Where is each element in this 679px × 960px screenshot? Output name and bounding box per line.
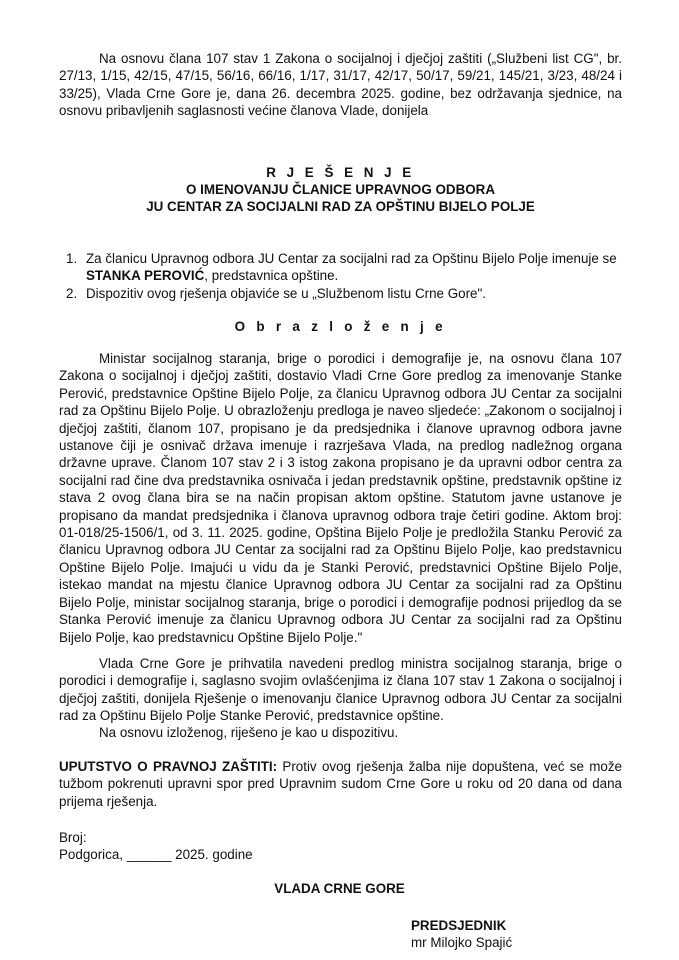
decision-item-number: 1.: [66, 251, 78, 266]
decision-item-2: [62, 285, 622, 302]
legal-remedy-paragraph: [59, 758, 622, 810]
decision-item-text-end: , predstavnica opštine.: [204, 268, 339, 284]
appointee-name: STANKA PEROVIĆ: [86, 268, 205, 284]
decision-item-1: [62, 250, 622, 285]
place-date: Podgorica, ______ 2025. godine: [59, 847, 253, 862]
reasoning-heading: O b r a z l o ž e n j e: [234, 319, 447, 334]
document-subtitle-line1: O IMENOVANJU ČLANICE UPRAVNOG ODBORA: [186, 182, 495, 197]
reasoning-paragraph-3: Na osnovu izloženog, riješeno je kao u dispozitivu.: [99, 725, 399, 740]
reasoning-paragraph-1: Ministar socijalnog staranja, brige o porodici i demografije je, na osnovu člana 107 Zakona o socijalnoj i dječjoj zaštiti, dostavio Vladi Crne Gore predlog za imenovanje Stanke Perović, predstavnice Opštine Bijelo Polje, za članicu Upravnog odbora JU Centar za socijalni rad za Opštinu Bijelo Polje. U obrazloženju predloga je naveo sljedeće: „Zakonom o socijalnoj i dječjoj zaštiti, članom 107, propisano je da predsjednika i članove upravnog odbora javne ustanove čiji je osnivač država imenuje i razrješava Vlada, na predlog nadležnog organa državne uprave. Članom 107 stav 2 i 3 istog zakona propisano je da upravni odbor centra za socijalni rad čine dva predstavnika osnivača i jedan predstavnik opštine, predstavnik opštine iz stava 2 ovog člana bira se na način propisan aktom opštine. Statutom javne ustanove je propisano da mandat predsjednika i članova upravnog odbora traje četiri godine. Aktom broj: 01-018/25-1506/1, od 3. 11. 2025. godine, Opština Bijelo Polje je predložila Stanku Perović za članicu Upravnog odbora JU Centar za socijalni rad za Opštinu Bijelo Polje, kao predstavnicu Opštine Bijelo Polje. Imajući u vidu da je Stanki Perović, predstavnici Opštine Bijelo Polje, istekao mandat na mjestu članice Upravnog odbora JU Centar za socijalni rad za Opštinu Bijelo Polje, ministar socijalnog staranja, brige o porodici i demografije podnosi prijedlog da se Stanka Perović imenuje za članicu Upravnog odbora JU Centar za socijalni rad za Opštinu Bijelo Polje, kao predstavnicu Opštine Bijelo Polje.": [59, 351, 622, 645]
legal-remedy-label: UPUTSTVO O PRAVNOJ ZAŠTITI:: [59, 759, 278, 774]
document-subtitle-line2: JU CENTAR ZA SOCIJALNI RAD ZA OPŠTINU BIJELO POLJE: [146, 199, 535, 214]
government-name: VLADA CRNE GORE: [274, 881, 405, 896]
president-name: mr Milojko Spajić: [411, 935, 513, 950]
legal-remedy-text: Protiv ovog rješenja žalba nije dopuštena, već se može tužbom pokrenuti upravni spor pred Upravnim sudom Crne Gore u roku od 20 dana od dana prijema rješenja.: [59, 759, 622, 809]
decision-item-text: Dispozitiv ovog rješenja objaviće se u „Službenom listu Crne Gore".: [86, 285, 486, 301]
decision-item-text: Za članicu Upravnog odbora JU Centar za socijalni rad za Opštinu Bijelo Polje imenuje se: [86, 251, 617, 266]
document-title: R J E Š E N J E: [266, 165, 415, 180]
document-number-label: Broj:: [59, 830, 87, 845]
reasoning-paragraph-2: Vlada Crne Gore je prihvatila navedeni predlog ministra socijalnog staranja, brige o porodici i demografije i, saglasno svojim ovlašćenjima iz člana 107 stav 1 Zakona o socijalnoj i dječjoj zaštiti, donijela Rješenje o imenovanju članice Upravnog odbora JU Centar za socijalni rad za Opštinu Bijelo Polje Stanke Perović, predstavnice opštine.: [59, 656, 622, 724]
decision-item-number: 2.: [66, 285, 78, 301]
decision-list: [62, 250, 622, 302]
intro-paragraph: Na osnovu člana 107 stav 1 Zakona o socijalnoj i dječjoj zaštiti („Službeni list CG", br. 27/13, 1/15, 42/15, 47/15, 56/16, 66/16, 1/17, 31/17, 42/17, 50/17, 59/21, 145/21, 3/23, 48/24 i 33/25), Vlada Crne Gore je, dana 26. decembra 2025. godine, bez održavanja sjednice, na osnovu pribavljenih saglasnosti većine članova Vlade, donijela: [59, 51, 622, 119]
president-title: PREDSJEDNIK: [411, 918, 507, 933]
